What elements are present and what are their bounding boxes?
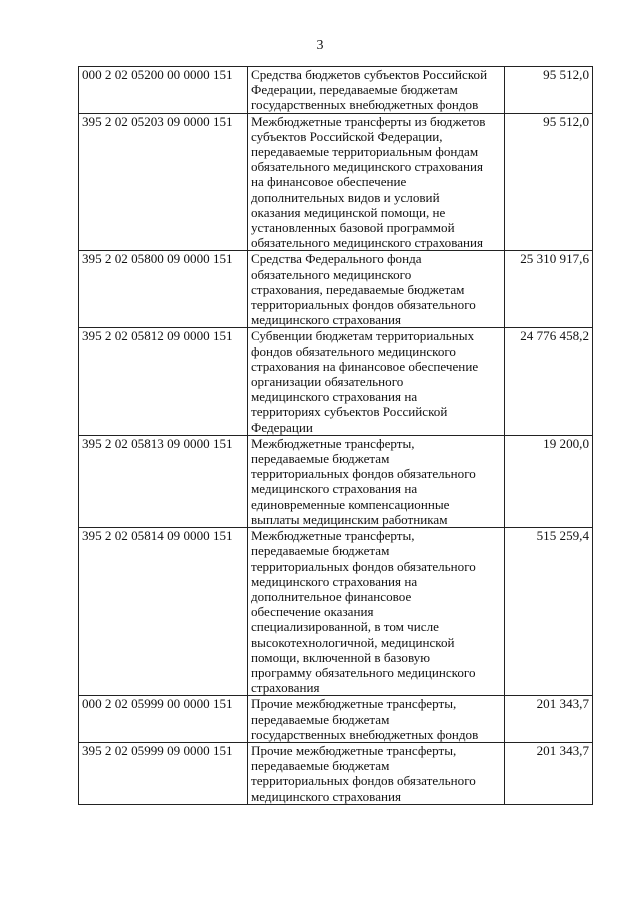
revenue-name-line: единовременные компенсационные — [251, 496, 450, 512]
table-row — [79, 696, 593, 743]
amount-value: 201 343,7 — [505, 742, 593, 804]
revenue-name-line: на финансовое обеспечение — [251, 174, 407, 190]
revenue-name-line: Межбюджетные трансферты, — [251, 528, 415, 544]
revenue-name-line: высокотехнологичной, медицинской — [251, 634, 455, 650]
revenue-name-line: Прочие межбюджетные трансферты, — [251, 742, 457, 758]
table-row — [79, 113, 593, 251]
page-number: 3 — [316, 38, 324, 53]
amount-value: 24 776 458,2 — [505, 328, 593, 435]
revenue-name-line: территориальных фондов обязательного — [251, 558, 476, 574]
table-row — [79, 67, 593, 114]
revenue-name-line: страхования на финансовое обеспечение — [251, 358, 479, 374]
budget-classification-code: 395 2 02 05813 09 0000 151 — [79, 435, 248, 527]
revenue-name — [248, 113, 505, 251]
revenue-name — [248, 328, 505, 435]
revenue-name — [248, 696, 505, 743]
revenue-name-line: оказания медицинской помощи, не — [251, 204, 446, 220]
revenue-name-line: субъектов Российской Федерации, — [251, 128, 443, 144]
table-row — [79, 742, 593, 804]
revenue-name-line: страхования, передаваемые бюджетам — [251, 281, 465, 297]
revenue-name-line: медицинского страхования на — [251, 573, 418, 589]
revenue-name-line: территориях субъектов Российской — [251, 404, 448, 420]
revenue-name-line: передаваемые бюджетам — [251, 758, 390, 774]
budget-classification-code: 395 2 02 05800 09 0000 151 — [79, 251, 248, 328]
revenue-name-line: обязательного медицинского страхования — [251, 159, 484, 175]
revenue-name-line: территориальных фондов обязательного — [251, 297, 476, 313]
revenue-name-line: передаваемые территориальным фондам — [251, 144, 479, 160]
revenue-name — [248, 742, 505, 804]
amount-value: 201 343,7 — [505, 696, 593, 743]
amount-value: 95 512,0 — [505, 67, 593, 114]
table-row — [79, 435, 593, 527]
revenue-name-line: государственных внебюджетных фондов — [251, 97, 479, 113]
revenue-name-line: Федерации — [251, 419, 313, 435]
budget-table-body — [79, 67, 593, 805]
revenue-name-line: медицинского страхования — [251, 788, 402, 804]
revenue-name — [248, 251, 505, 328]
revenue-name-line: Прочие межбюджетные трансферты, — [251, 696, 457, 712]
revenue-name-line: передаваемые бюджетам — [251, 543, 390, 559]
revenue-name — [248, 67, 505, 114]
budget-classification-code: 395 2 02 05999 09 0000 151 — [79, 742, 248, 804]
revenue-name-line: территориальных фондов обязательного — [251, 466, 476, 482]
revenue-name-line: помощи, включенной в базовую — [251, 649, 431, 665]
table-row — [79, 251, 593, 328]
revenue-name-line: передаваемые бюджетам — [251, 451, 390, 467]
budget-table — [78, 66, 593, 805]
revenue-name-line: обеспечение оказания — [251, 604, 374, 620]
revenue-name-line: Субвенции бюджетам территориальных — [251, 328, 475, 344]
revenue-name-line: медицинского страхования — [251, 312, 402, 328]
revenue-name-line: Межбюджетные трансферты из бюджетов — [251, 113, 486, 129]
revenue-name-line: страхования — [251, 680, 320, 696]
revenue-name-line: государственных внебюджетных фондов — [251, 726, 479, 742]
revenue-name — [248, 528, 505, 696]
revenue-name-line: Средства бюджетов субъектов Российской — [251, 67, 488, 82]
amount-value: 515 259,4 — [505, 528, 593, 696]
revenue-name-line: обязательного медицинского страхования — [251, 235, 484, 251]
revenue-name-line: медицинского страхования на — [251, 481, 418, 497]
budget-classification-code: 000 2 02 05999 00 0000 151 — [79, 696, 248, 743]
revenue-name-line: выплаты медицинским работникам — [251, 511, 448, 527]
revenue-name-line: организации обязательного — [251, 374, 404, 390]
budget-classification-code: 395 2 02 05812 09 0000 151 — [79, 328, 248, 435]
revenue-name-line: обязательного медицинского — [251, 266, 412, 282]
table-row — [79, 528, 593, 696]
revenue-name-line: специализированной, в том числе — [251, 619, 439, 635]
budget-classification-code: 395 2 02 05814 09 0000 151 — [79, 528, 248, 696]
revenue-name-line: Федерации, передаваемые бюджетам — [251, 82, 458, 98]
amount-value: 19 200,0 — [505, 435, 593, 527]
revenue-name — [248, 435, 505, 527]
revenue-name-line: фондов обязательного медицинского — [251, 343, 456, 359]
revenue-name-line: программу обязательного медицинского — [251, 664, 476, 680]
revenue-name-line: дополнительных видов и условий — [251, 189, 440, 205]
revenue-name-line: Средства Федерального фонда — [251, 251, 422, 267]
amount-value: 25 310 917,6 — [505, 251, 593, 328]
revenue-name-line: территориальных фондов обязательного — [251, 773, 476, 789]
revenue-name-line: Межбюджетные трансферты, — [251, 435, 415, 451]
table-row — [79, 328, 593, 435]
budget-classification-code: 395 2 02 05203 09 0000 151 — [79, 113, 248, 251]
budget-classification-code: 000 2 02 05200 00 0000 151 — [79, 67, 248, 114]
revenue-name-line: передаваемые бюджетам — [251, 711, 390, 727]
revenue-name-line: установленных базовой программой — [251, 220, 455, 236]
revenue-name-line: медицинского страхования на — [251, 389, 418, 405]
amount-value: 95 512,0 — [505, 113, 593, 251]
revenue-name-line: дополнительное финансовое — [251, 588, 412, 604]
